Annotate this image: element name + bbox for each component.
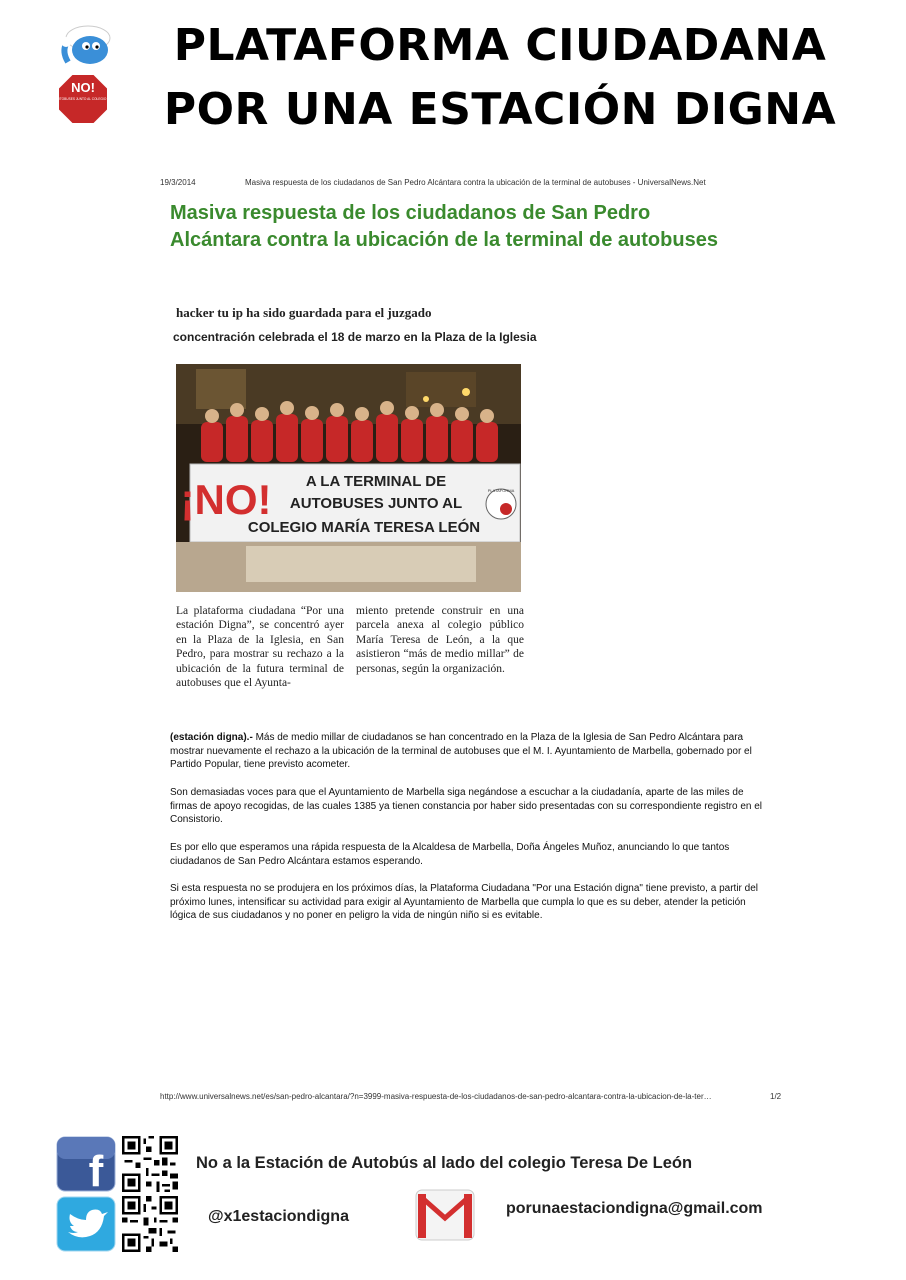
- banner-line3: COLEGIO MARÍA TERESA LEÓN: [247, 519, 481, 536]
- photo-caption: concentración celebrada el 18 de marzo en la Plaza de la Iglesia: [173, 330, 537, 344]
- smurf-stop-sign-logo: [25, 22, 141, 130]
- scan-line: hacker tu ip ha sido guardada para el juzgado: [176, 305, 432, 320]
- paragraph-2: Son demasiadas voces para que el Ayuntamiento de Marbella siga negándose a escuchar a la ciudadanía, aparte de las miles de firmas de apoyo recogidas, de las cuales 1385 ya tienen constancia por haber sido presentadas con su correspondiente registro en el Consistorio.: [170, 787, 763, 825]
- protest-photo: [176, 364, 521, 592]
- facebook-glyph: f: [88, 1147, 104, 1196]
- banner-line1: A LA TERMINAL DE: [305, 473, 447, 490]
- svg-text:A LA TERMINAL DE AUTOBUSES JUN: [26, 96, 141, 101]
- qr-code-facebook: [122, 1136, 178, 1192]
- gmail-icon[interactable]: [414, 1184, 476, 1246]
- banner-logo-text: PLATAFORMA: [487, 488, 515, 493]
- paragraph-3: Es por ello que esperamos una rápida respuesta de la Alcaldesa de Marbella, Doña Ángeles Muñoz, anunciando lo que tantos ciudadanos de San Pedro Alcántara estamos esperando.: [170, 842, 730, 867]
- banner-line2: AUTOBUSES JUNTO AL: [289, 495, 463, 512]
- page-title-line2: POR UNA ESTACIÓN DIGNA: [163, 84, 837, 135]
- gmail-glyph: M: [444, 1244, 446, 1245]
- twitter-icon[interactable]: [56, 1196, 116, 1252]
- clipping-date: 19/3/2014: [160, 178, 196, 187]
- smurf-head-icon: [72, 36, 108, 64]
- paragraph-4: Si esta respuesta no se produjera en los próximos días, la Plataforma Ciudadana "Por una Estación digna" tiene previsto, a partir del próximo lunes, intensificar su actividad para exigir al Ayuntamiento de Marbella que cumpla lo que es su deber, atender la petición lógica de sus ciudadanos y no poner en peligro la vida de ningún niño si es evitable.: [170, 883, 758, 921]
- clipping-page-count: 1/2: [770, 1092, 782, 1101]
- page-title-line1: PLATAFORMA CIUDADANA: [173, 20, 827, 71]
- qr-code-twitter: [122, 1196, 178, 1252]
- twitter-handle-link[interactable]: @x1estaciondigna: [208, 1208, 349, 1225]
- banner-no-text: ¡NO!: [180, 476, 272, 523]
- cutout-column-2: miento pretende construir en una parcela anexa al colegio público María Teresa de León, a la que asistieron “más de medio millar” de personas, según la organización.: [356, 605, 524, 675]
- paragraph-1-lead: (estación digna).-: [170, 732, 253, 743]
- footer-slogan: No a la Estación de Autobús al lado del colegio Teresa De León: [196, 1154, 693, 1172]
- cutout-column-1: La plataforma ciudadana “Por una estación Digna”, se concentró ayer en la Plaza de la Iglesia, en San Pedro, para mostrar su rechazo a la ubicación de la futura terminal de autobuses que el Ayunta-: [176, 605, 344, 690]
- paragraph-1-text: Más de medio millar de ciudadanos se han concentrado en la Plaza de la Iglesia de San Pedro Alcántara para mostrar nuevamente el rechazo a la ubicación de la terminal de autobuses que el M. I. Ayuntamiento de Marbella, gobernado por el Partido Popular, tiene previsto acometer.: [170, 732, 752, 770]
- paragraph-1: [170, 731, 770, 772]
- article-title: Masiva respuesta de los ciudadanos de San Pedro Alcántara contra la ubicación de la terminal de autobuses: [170, 202, 718, 251]
- clipping-footer-url: http://www.universalnews.net/es/san-pedro-alcantara/?n=3999-masiva-respuesta-de-los-ciudadanos-de-san-pedro-alcantara-contra-la-ubicacion-de-la-ter…: [160, 1092, 712, 1101]
- clipping-header: Masiva respuesta de los ciudadanos de San Pedro Alcántara contra la ubicación de la terminal de autobuses - UniversalNews.Net: [245, 178, 706, 187]
- email-link[interactable]: porunaestaciondigna@gmail.com: [506, 1200, 763, 1217]
- facebook-icon[interactable]: [56, 1136, 116, 1196]
- sign-no-text: NO!: [71, 80, 95, 95]
- sign-small-text: A LA TERMINAL DE AUTOBUSES JUNTO AL COLEGIO MARÍA TERESA LEÓN: [25, 97, 141, 101]
